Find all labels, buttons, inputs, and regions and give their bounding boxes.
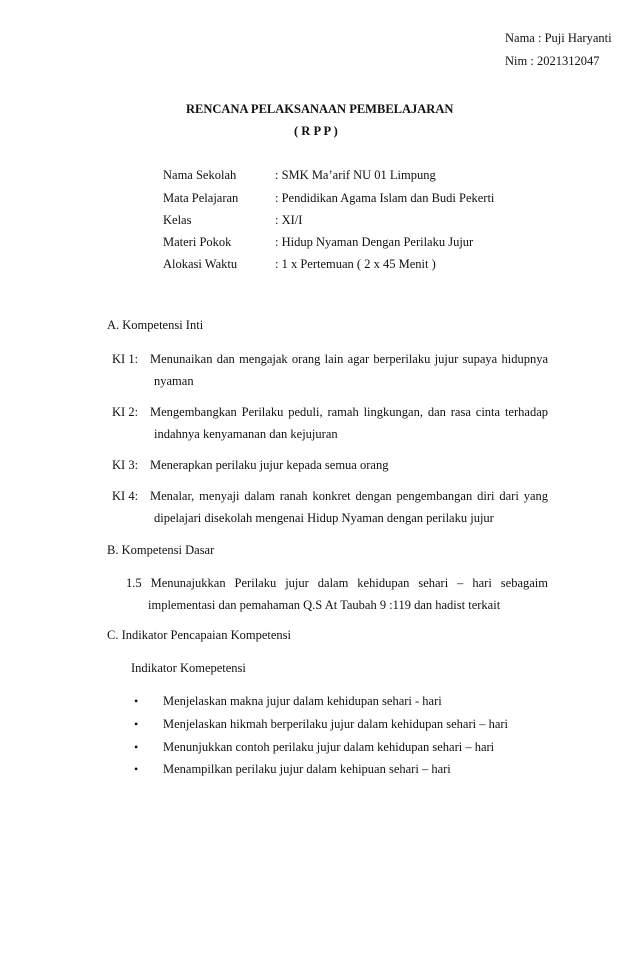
bullet-icon: • xyxy=(134,740,139,754)
ki3-text-line1: Menerapkan perilaku jujur kepada semua orang xyxy=(150,458,389,472)
ki3-code: KI 3: xyxy=(112,458,139,472)
kd-line1: 1.5 Menunajukkan Perilaku jujur dalam kehidupan sehari – hari sebagaim xyxy=(126,576,548,590)
section-a-heading: A. Kompetensi Inti xyxy=(107,318,204,332)
indicator-subheading: Indikator Komepetensi xyxy=(131,661,246,675)
ki1-code: KI 1: xyxy=(112,352,139,366)
identity-label-time: Alokasi Waktu xyxy=(163,257,238,271)
identity-label-topic: Materi Pokok xyxy=(163,235,232,249)
identity-label-subject: Mata Pelajaran xyxy=(163,191,239,205)
bullet-icon: • xyxy=(134,694,139,708)
indicator-item: Menunjukkan contoh perilaku jujur dalam kehidupan sehari – hari xyxy=(163,740,495,754)
ki1-text-line2: nyaman xyxy=(154,374,194,388)
indicator-item: Menampilkan perilaku jujur dalam kehipuan sehari – hari xyxy=(163,762,451,776)
ki1-text-line1: Menunaikan dan mengajak orang lain agar berperilaku jujur supaya hidupnya xyxy=(150,352,548,366)
author-name: Nama : Puji Haryanti xyxy=(505,31,612,45)
identity-label-school: Nama Sekolah xyxy=(163,168,237,182)
ki4-text-line2: dipelajari disekolah mengenai Hidup Nyaman dengan perilaku jujur xyxy=(154,511,494,525)
author-nim: Nim : 2021312047 xyxy=(505,54,600,68)
document-title: RENCANA PELAKSANAAN PEMBELAJARAN xyxy=(186,102,454,116)
indicator-item: Menjelaskan hikmah berperilaku jujur dalam kehidupan sehari – hari xyxy=(163,717,509,731)
section-b-heading: B. Kompetensi Dasar xyxy=(107,543,215,557)
ki2-code: KI 2: xyxy=(112,405,139,419)
ki4-code: KI 4: xyxy=(112,489,139,503)
ki4-text-line1: Menalar, menyaji dalam ranah konkret dengan pengembangan diri dari yang xyxy=(150,489,548,503)
bullet-icon: • xyxy=(134,717,139,731)
ki2-text-line1: Mengembangkan Perilaku peduli, ramah lingkungan, dan rasa cinta terhadap xyxy=(150,405,548,419)
identity-value-time: : 1 x Pertemuan ( 2 x 45 Menit ) xyxy=(275,257,436,271)
ki2-text-line2: indahnya kenyamanan dan kejujuran xyxy=(154,427,338,441)
bullet-icon: • xyxy=(134,762,139,776)
identity-value-class: : XI/I xyxy=(275,213,303,227)
identity-value-school: : SMK Ma’arif NU 01 Limpung xyxy=(275,168,436,182)
kd-line2: implementasi dan pemahaman Q.S At Taubah 9 :119 dan hadist terkait xyxy=(148,598,501,612)
indicator-item: Menjelaskan makna jujur dalam kehidupan sehari - hari xyxy=(163,694,442,708)
identity-value-topic: : Hidup Nyaman Dengan Perilaku Jujur xyxy=(275,235,474,249)
document-subtitle: ( R P P ) xyxy=(294,124,338,138)
section-c-heading: C. Indikator Pencapaian Kompetensi xyxy=(107,628,291,642)
identity-label-class: Kelas xyxy=(163,213,192,227)
identity-value-subject: : Pendidikan Agama Islam dan Budi Pekerti xyxy=(275,191,495,205)
